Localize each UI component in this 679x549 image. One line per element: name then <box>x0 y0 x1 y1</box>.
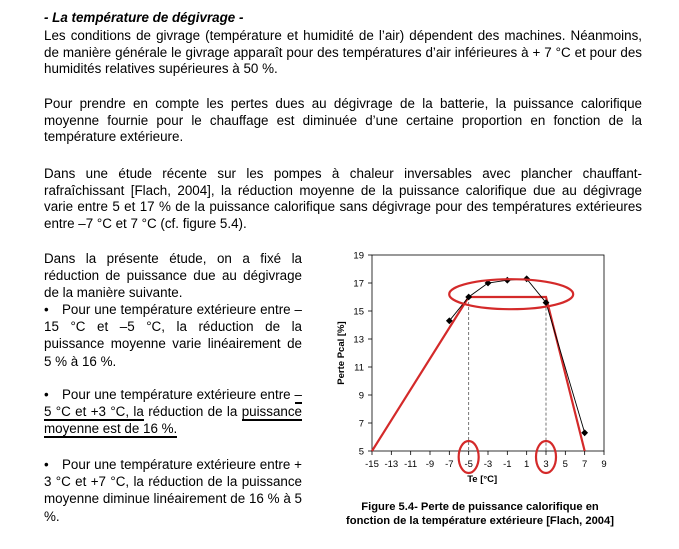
caption-line-1: Figure 5.4- Perte de puissance calorifique en <box>361 501 599 513</box>
underlined-range-text: –5 °C et +3 °C, la <box>44 387 302 420</box>
y-tick-label: 9 <box>358 390 364 402</box>
x-tick-label: -3 <box>483 459 493 470</box>
y-tick-label: 7 <box>358 418 364 430</box>
paragraph-givrage-conditions: Les conditions de givrage (température et humidité de l’air) dépendent des machines. Néanmoins, de manière générale le givrage apparaît pour des températures d’air inférieures à + 7 °C et pour des humidités relatives supérieures à 50 %. <box>44 28 642 77</box>
x-tick-label: -15 <box>365 459 379 470</box>
bullet-text: Pour une température extérieure entre <box>62 387 295 402</box>
x-tick-label: -5 <box>464 459 473 470</box>
bullet-item-2 <box>44 386 302 438</box>
bullet-icon: • <box>44 387 49 402</box>
y-tick-label: 13 <box>353 334 364 346</box>
x-tick-label: -13 <box>384 459 399 470</box>
y-axis-label: Perte Pcal [%] <box>336 321 347 385</box>
left-intro-text: Dans la présente étude, on a fixé la réduction de puissance due au dégivrage de la manière suivante. <box>44 251 302 301</box>
model-series-line <box>372 297 585 451</box>
caption-line-2: fonction de la température extérieure [Flach, 2004] <box>346 515 614 527</box>
x-tick-label: -7 <box>445 459 454 470</box>
figure-caption <box>330 500 630 528</box>
plateau-highlight-ellipse <box>449 279 573 309</box>
bullet-item-1 <box>44 301 302 370</box>
paragraph-defrost-losses: Pour prendre en compte les pertes dues au dégivrage de la batterie, la puissance calorifique moyenne fournie pour le chauffage est diminuée d’une certaine proportion en fonction de la température extérieure. <box>44 96 642 145</box>
x-tick-label: 5 <box>562 459 568 470</box>
y-tick-label: 15 <box>353 306 364 318</box>
section-title: - La température de dégivrage - <box>44 10 244 25</box>
paragraph-recent-study: Dans une étude récente sur les pompes à chaleur inversables avec plancher chauffant-rafraîchissant [Flach, 2004], la réduction moyenne de la puissance calorifique due au dégivrage varie entre 5 et 17 % de la puissance calorifique sans dégivrage pour des températures extérieures entre –7 °C et 7 °C (cf. figure 5.4). <box>44 166 642 231</box>
y-tick-label: 17 <box>353 278 364 290</box>
x-tick-label: 1 <box>524 459 530 470</box>
underlined-value-text: puissance moyenne est de 16 %. <box>44 404 302 437</box>
x-tick-label: 7 <box>582 459 588 470</box>
bullet-icon: • <box>44 457 49 472</box>
bullet-text: Pour une température extérieure entre –15 °C et –5 °C, la réduction de la puissance moyenne varie linéairement de 5 % à 16 %. <box>44 302 302 369</box>
y-tick-label: 11 <box>354 362 364 374</box>
bullet-item-3 <box>44 456 302 525</box>
bullet-icon: • <box>44 302 49 317</box>
x-axis-label: Te [°C] <box>467 474 498 485</box>
y-tick-label: 5 <box>358 446 364 458</box>
bullet-text: réduction de la <box>143 404 242 420</box>
x-tick-label: 3 <box>543 459 549 470</box>
x-tick-label: -11 <box>404 459 418 470</box>
bullet-text: Pour une température extérieure entre + 3 °C et +7 °C, la réduction de la puissance moyenne diminue linéairement de 16 % à 5 %. <box>44 457 302 524</box>
defrost-loss-chart <box>328 242 628 494</box>
x-tick-label: -1 <box>503 459 512 470</box>
measured-data-point <box>581 429 588 436</box>
y-tick-label: 19 <box>353 250 364 262</box>
x-tick-label: -9 <box>425 459 435 470</box>
x-tick-label: 9 <box>601 459 607 470</box>
